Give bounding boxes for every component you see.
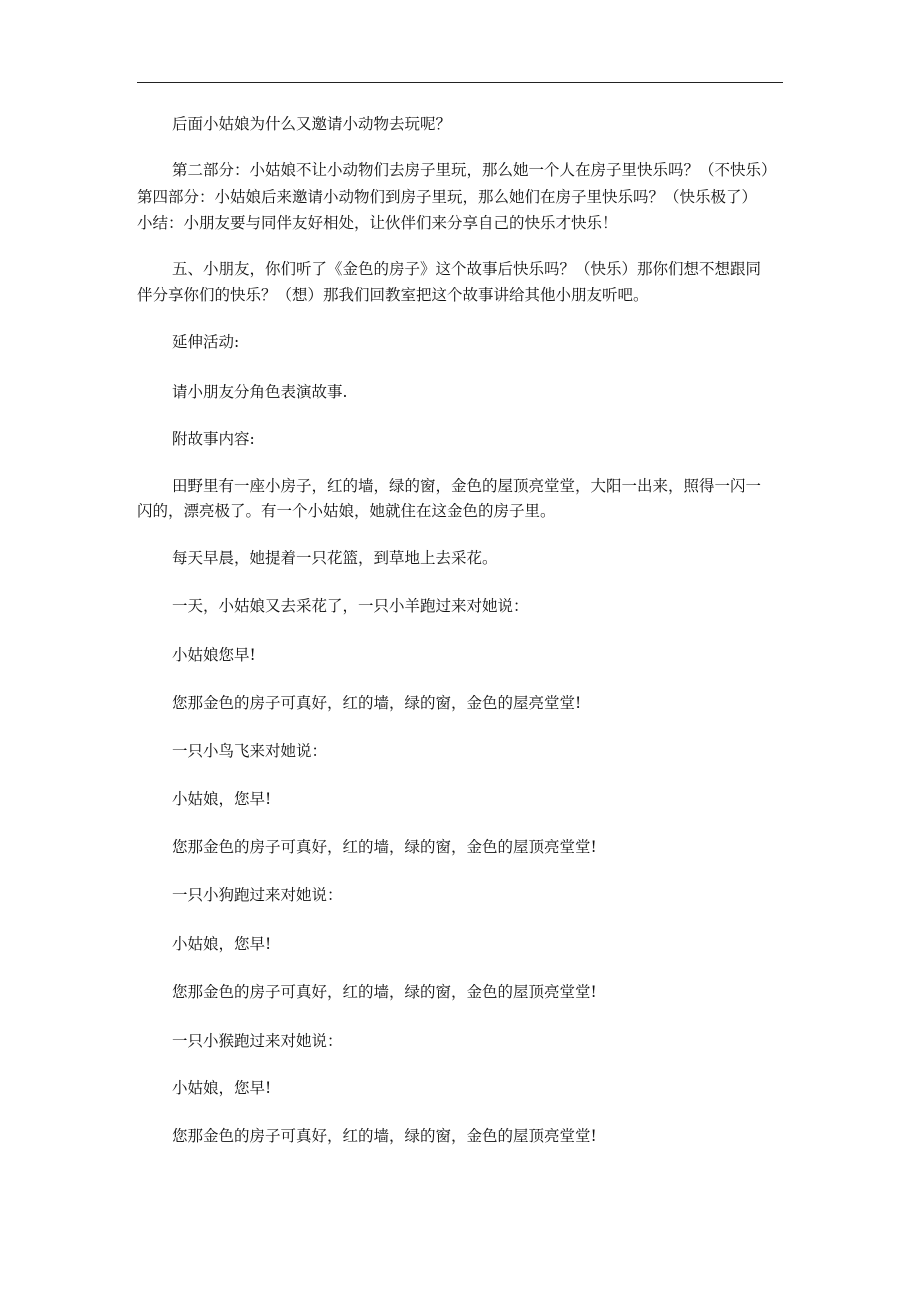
text-line: 第二部分：小姑娘不让小动物们去房子里玩，那么她一个人在房子里快乐吗？（不快乐） [172, 161, 777, 179]
text-line: 每天早晨，她提着一只花篮，到草地上去采花。 [172, 549, 498, 567]
text-line: 附故事内容: [172, 430, 255, 448]
text-line: 您那金色的房子可真好，红的墙，绿的窗，金色的屋亮堂堂! [172, 694, 582, 712]
header-rule [137, 82, 783, 83]
text-line: 第四部分：小姑娘后来邀请小动物们到房子里玩，那么她们在房子里快乐吗？（快乐极了） [137, 188, 758, 206]
text-line: 小姑娘，您早! [172, 790, 272, 808]
text-line: 一只小鸟飞来对她说： [172, 742, 328, 760]
text-line: 您那金色的房子可真好，红的墙，绿的窗，金色的屋顶亮堂堂! [172, 838, 597, 856]
text-line: 小姑娘，您早! [172, 935, 272, 953]
text-line: 延伸活动: [172, 333, 240, 351]
text-line: 您那金色的房子可真好，红的墙，绿的窗，金色的屋顶亮堂堂! [172, 1127, 597, 1145]
text-line: 小姑娘，您早! [172, 1079, 272, 1097]
text-line: 一只小狗跑过来对她说： [172, 886, 343, 904]
text-line: 一只小猴跑过来对她说： [172, 1032, 343, 1050]
text-line: 伴分享你们的快乐？（想）那我们回教室把这个故事讲给其他小朋友听吧。 [137, 286, 649, 304]
text-line: 小姑娘您早! [172, 646, 256, 664]
text-line: 小结：小朋友要与同伴友好相处，让伙伴们来分享自己的快乐才快乐！ [137, 214, 618, 232]
text-line: 您那金色的房子可真好，红的墙，绿的窗，金色的屋顶亮堂堂! [172, 983, 597, 1001]
text-line: 闪的，漂亮极了。有一个小姑娘，她就住在这金色的房子里。 [137, 502, 556, 520]
text-line: 田野里有一座小房子，红的墙，绿的窗，金色的屋顶亮堂堂，大阳一出来，照得一闪一 [172, 477, 762, 495]
text-line: 请小朋友分角色表演故事. [172, 383, 348, 401]
text-line: 一天，小姑娘又去采花了，一只小羊跑过来对她说： [172, 597, 529, 615]
text-line: 五、小朋友，你们听了《金色的房子》这个故事后快乐吗？（快乐）那你们想不想跟同 [172, 260, 762, 278]
text-line: 后面小姑娘为什么又邀请小动物去玩呢？ [172, 115, 452, 133]
